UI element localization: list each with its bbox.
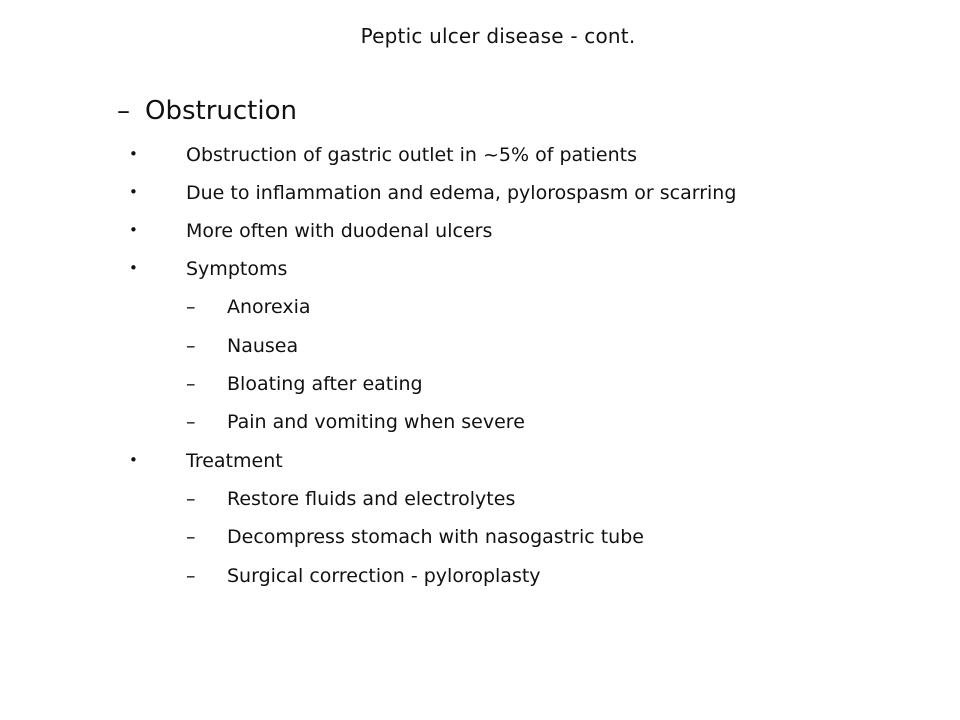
- bullet-marker: •: [129, 259, 138, 277]
- sub-item-text: Surgical correction - pyloroplasty: [227, 565, 541, 587]
- bullet-marker: •: [129, 451, 138, 469]
- sub-item-text: Restore fluids and electrolytes: [227, 488, 516, 510]
- bullet-text: Due to inflammation and edema, pylorospasm or scarring: [186, 182, 737, 204]
- sub-item: [186, 488, 516, 510]
- sub-item: [186, 373, 423, 395]
- dash-marker: –: [186, 488, 196, 510]
- sub-item: [186, 296, 311, 318]
- level1-heading: Obstruction: [145, 96, 297, 126]
- slide-title: Peptic ulcer disease - cont.: [360, 24, 636, 48]
- sub-item-text: Anorexia: [227, 296, 311, 318]
- dash-marker: –: [186, 526, 196, 548]
- dash-marker: –: [117, 96, 130, 126]
- bullet-text: More often with duodenal ulcers: [186, 220, 493, 242]
- bullet-text: Symptoms: [186, 258, 288, 280]
- bullet-item: [129, 144, 637, 166]
- bullet-item: [129, 182, 737, 204]
- sub-item-text: Nausea: [227, 335, 299, 357]
- sub-item: [186, 526, 644, 548]
- sub-item-text: Bloating after eating: [227, 373, 423, 395]
- dash-marker: –: [186, 411, 196, 433]
- bullet-marker: •: [129, 221, 138, 239]
- bullet-text: Obstruction of gastric outlet in ~5% of patients: [186, 144, 637, 166]
- sub-item: [186, 335, 299, 357]
- bullet-item: [129, 220, 493, 242]
- bullet-marker: •: [129, 145, 138, 163]
- bullet-item-symptoms: [129, 258, 288, 280]
- bullet-text: Treatment: [186, 450, 283, 472]
- bullet-item-treatment: [129, 450, 283, 472]
- sub-item-text: Pain and vomiting when severe: [227, 411, 525, 433]
- dash-marker: –: [186, 296, 196, 318]
- sub-item: [186, 411, 525, 433]
- dash-marker: –: [186, 335, 196, 357]
- dash-marker: –: [186, 373, 196, 395]
- sub-item-text: Decompress stomach with nasogastric tube: [227, 526, 644, 548]
- level1-item-obstruction: [117, 96, 297, 126]
- dash-marker: –: [186, 565, 196, 587]
- bullet-marker: •: [129, 183, 138, 201]
- sub-item: [186, 565, 541, 587]
